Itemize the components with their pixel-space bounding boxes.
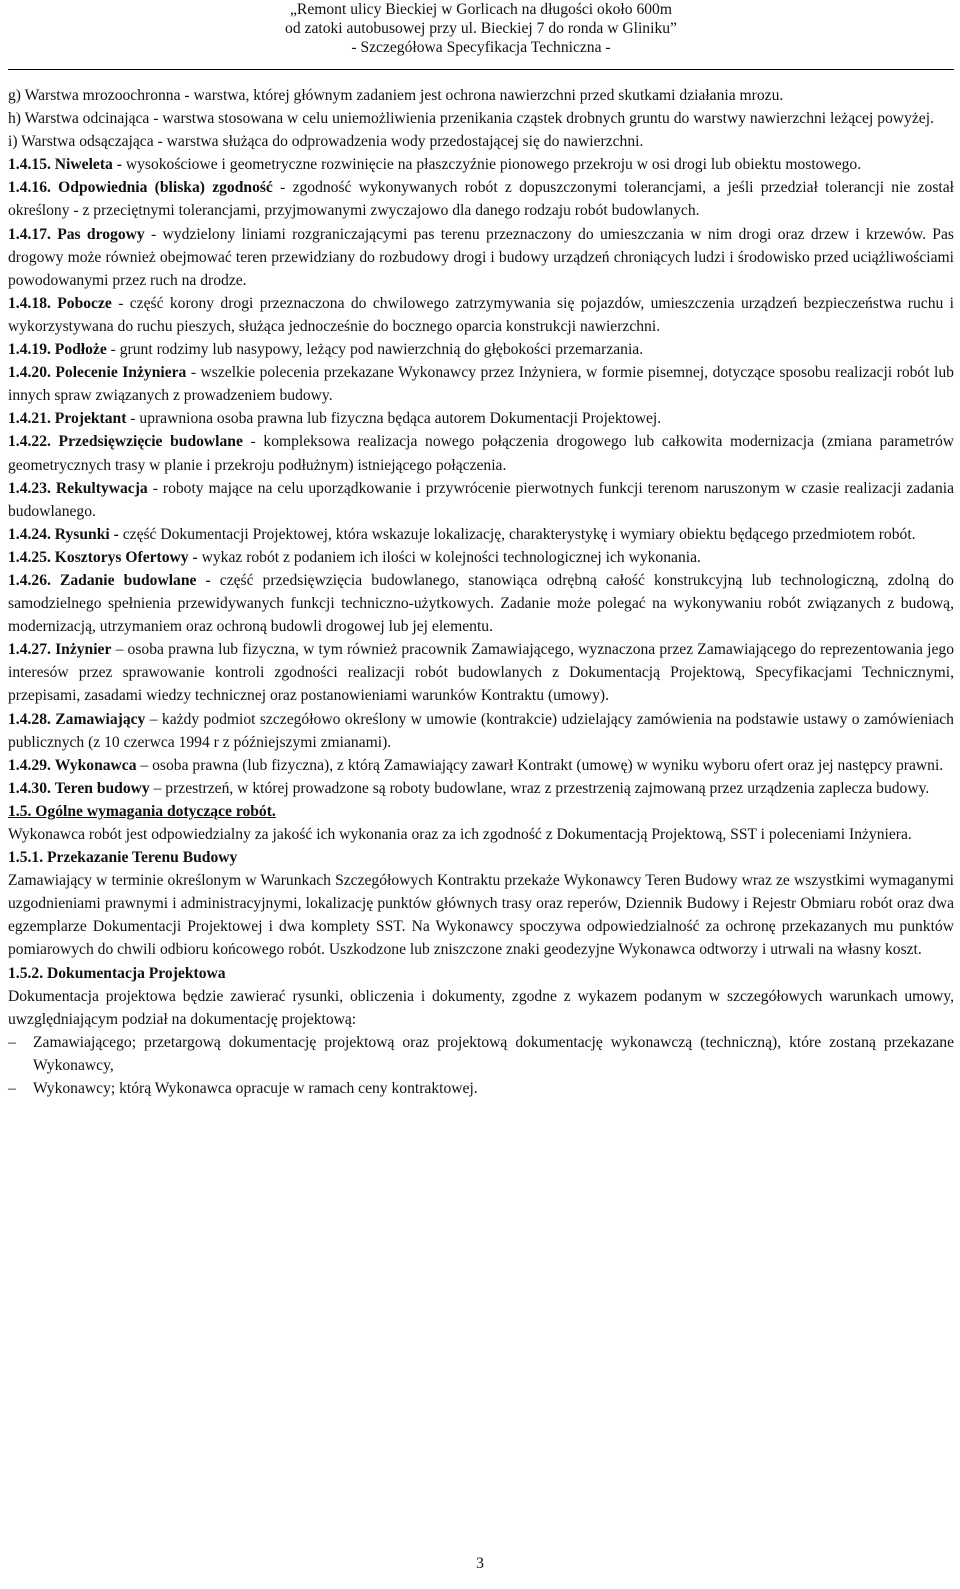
section-heading-1-5: 1.5. Ogólne wymagania dotyczące robót. [8,802,276,820]
definition-text: - uprawniona osoba prawna lub fizyczna będąca autorem Dokumentacji Projektowej. [126,410,662,428]
page-number: 3 [476,1555,484,1572]
definition-item [8,777,954,800]
definition-text: - zgodność wykonywanych robót z dopuszczonymi tolerancjami, a jeśli przedział tolerancji nie został określony - z przeciętnymi tolerancjami, przyjmowanymi zwyczajowo dla danego rodzaju robót budowlanych. [8,179,954,220]
definition-item [8,546,954,569]
definition-number: 1.4.24. [8,525,51,543]
definitions-list [8,153,954,800]
definition-term: Rysunki - [54,525,119,543]
definition-item [8,569,954,638]
definition-item [8,338,954,361]
dash-list-item [8,1077,954,1100]
header-divider [8,69,954,70]
definition-item [8,407,954,430]
dash-marker: – [8,1033,16,1051]
definition-term: Kosztorys Ofertowy - [54,548,198,566]
definition-text: – osoba prawna (lub fizyczna), z którą Zamawiający zawarł Kontrakt (umowę) w wyniku wyboru ofert oraz jej następcy prawni. [136,756,944,774]
section-heading-1-5-1: 1.5.1. Przekazanie Terenu Budowy [8,849,238,867]
section-text-1-5-2: Dokumentacja projektowa będzie zawierać rysunki, obliczenia i dokumenty, zgodne z wykazem podanym w szczegółowych warunkach umowy, uwzględniającym podział na dokumentację projektową: [8,987,954,1028]
definition-term: Rekultywacja [55,479,148,497]
definition-text: - roboty mające na celu uporządkowanie i przywrócenie pierwotnych funkcji terenom naruszonym w czasie realizacji zadania budowlanego. [8,479,954,520]
definition-item [8,638,954,707]
list-item-g: g) Warstwa mrozoochronna - warstwa, której głównym zadaniem jest ochrona nawierzchni przed skutkami działania mrozu. [8,87,784,104]
definition-item [8,430,954,476]
definition-term: Niweleta - [54,156,122,174]
definition-term: Przedsięwzięcie budowlane [58,433,243,451]
definition-term: Projektant [54,410,127,428]
definition-number: 1.4.16. [8,179,51,197]
definition-item [8,153,954,176]
section-heading-1-5-2: 1.5.2. Dokumentacja Projektowa [8,964,226,982]
dash-marker: – [8,1080,16,1098]
definition-item [8,361,954,407]
definition-term: Teren budowy [54,779,150,797]
definition-text: - wydzielony liniami rozgraniczającymi pas terenu przeznaczony do umieszczania w nim drogi oraz drzew i krzewów. Pas drogowy może również obejmować teren przewidziany do rozbudowy drogi i budowy urządzeń chroniących ludzi i środowisko przed uciążliwościami powodowanymi przez ruch na drodze. [8,225,954,289]
definition-number: 1.4.18. [8,294,51,312]
definition-item [8,176,954,222]
definition-number: 1.4.30. [8,779,51,797]
definition-text: - wszelkie polecenia przekazane Wykonawcy przez Inżyniera, w formie pisemnej, dotyczące sposobu realizacji robót lub innych spraw związanych z prowadzeniem budowy. [8,364,954,405]
definition-item [8,523,954,546]
definition-item [8,754,954,777]
definition-text: część Dokumentacji Projektowej, która wskazuje lokalizację, charakterystykę i wymiary obiektu będącego przedmiotem robót. [118,525,916,543]
dash-item-text: Zamawiającego; przetargową dokumentację projektową oraz projektową dokumentację wykonawczą (techniczną), które zostaną przekazane Wykonawcy, [33,1033,954,1074]
dash-item-text: Wykonawcy; którą Wykonawca opracuje w ramach ceny kontraktowej. [33,1080,478,1098]
definition-item [8,477,954,523]
definition-number: 1.4.19. [8,341,51,359]
definition-text: wykaz robót z podaniem ich ilości w kolejności technologicznej ich wykonania. [197,548,701,566]
definition-text: – przestrzeń, w której prowadzone są roboty budowlane, wraz z przestrzenią zajmowaną przez urządzenia zaplecza budowy. [149,779,930,797]
header-subtitle: - Szczegółowa Specyfikacja Techniczna - [351,39,611,56]
header-title-line-2: od zatoki autobusowej przy ul. Bieckiej 7 do ronda w Gliniku” [285,20,677,37]
definition-text: - grunt rodzimy lub nasypowy, leżący pod nawierzchnią do głębokości przemarzania. [106,341,644,359]
definition-item [8,708,954,754]
definition-term: Zadanie budowlane - [59,571,211,589]
definition-number: 1.4.28. [8,710,51,728]
definition-term: Wykonawca [54,756,137,774]
section-text-1-5-1: Zamawiający w terminie określonym w Warunkach Szczegółowych Kontraktu przekaże Wykonawcy Teren Budowy wraz ze wszystkimi wymaganymi uzgodnieniami prawnymi i administracyjnymi, lokalizację punktów głównych trasy oraz reperów, Dziennik Budowy i Rejestr Obmiaru robót oraz dwa egzemplarze Dokumentacji Projektowej i dwa komplety SST. Na Wykonawcy spoczywa odpowiedzialność za ochronę przekazanych mu punktów pomiarowych do chwili odbioru końcowego robót. Uszkodzone lub zniszczone znaki geodezyjne Wykonawca odtworzy i utrwali na własny koszt. [8,872,954,959]
definition-number: 1.4.17. [8,225,51,243]
definition-number: 1.4.29. [8,756,51,774]
definition-number: 1.4.23. [8,479,51,497]
definition-term: Pas drogowy [57,225,145,243]
header-title-line-1: „Remont ulicy Bieckiej w Gorlicach na długości około 600m [290,1,672,18]
definition-number: 1.4.22. [8,433,51,451]
definition-term: Odpowiednia (bliska) zgodność [58,179,273,197]
definition-term: Inżynier [55,641,112,659]
definition-number: 1.4.15. [8,156,51,174]
definition-text: - część korony drogi przeznaczona do chwilowego zatrzymywania się pojazdów, umieszczenia urządzeń bezpieczeństwa ruchu i wykorzystywana do ruchu pieszych, służąca jednocześnie do bocznego oparcia konstrukcji nawierzchni. [8,294,954,335]
definition-item [8,223,954,292]
dash-list-item [8,1031,954,1077]
definition-term: Pobocze [57,294,112,312]
definition-term: Zamawiający [55,710,146,728]
definition-number: 1.4.21. [8,410,51,428]
definition-item [8,292,954,338]
definition-number: 1.4.25. [8,548,51,566]
section-text-1-5: Wykonawca robót jest odpowiedzialny za jakość ich wykonania oraz za ich zgodność z Dokumentacją Projektową, SST i poleceniami Inżyniera. [8,826,912,843]
definition-text: - kompleksowa realizacja nowego połączenia drogowego lub całkowita modernizacja (zmiana parametrów geometrycznych trasy w planie i przekroju podłużnym) istniejącego połączenia. [8,433,955,474]
definition-text: – osoba prawna lub fizyczna, w tym również pracownik Zamawiającego, wyznaczona przez Zamawiającego do reprezentowania jego interesów przez sprawowanie kontroli zgodności realizacji robót budowlanych z Dokumentacją Projektową, Specyfikacjami Technicznymi, przepisami, zasadami wiedzy technicznej oraz postanowieniami warunków Kontraktu (umowy). [8,641,954,705]
definition-term: Polecenie Inżyniera [55,364,187,382]
list-item-i: i) Warstwa odsączająca - warstwa służąca do odprowadzenia wody przedostającej się do nawierzchni. [8,133,644,151]
definition-number: 1.4.20. [8,364,51,382]
definition-text: część przedsięwzięcia budowlanego, stanowiąca odrębną całość konstrukcyjną lub technologiczną, zdolną do samodzielnego spełnienia przewidywanych funkcji techniczno-użytkowych. Zadanie może polegać na wykonywaniu robót związanych z budową, modernizacją, utrzymaniem oraz ochroną budowli drogowej lub jej elementu. [8,571,954,636]
list-item-h: h) Warstwa odcinająca - warstwa stosowana w celu uniemożliwienia przenikania cząstek drobnych gruntu do warstwy nawierzchni leżącej powyżej. [8,110,934,128]
page-header [8,0,954,57]
definition-term: Podłoże [54,341,107,359]
definition-number: 1.4.26. [8,571,51,589]
definition-text: wysokościowe i geometryczne rozwinięcie na płaszczyźnie pionowego przekroju w osi drogi lub obiektu mostowego. [121,156,862,174]
definition-number: 1.4.27. [8,641,51,659]
definition-text: – każdy podmiot szczegółowo określony w umowie (kontrakcie) udzielający zamówienia na podstawie ustawy o zamówieniach publicznych (z 10 czerwca 1994 r z późniejszymi zmianami). [8,710,954,751]
